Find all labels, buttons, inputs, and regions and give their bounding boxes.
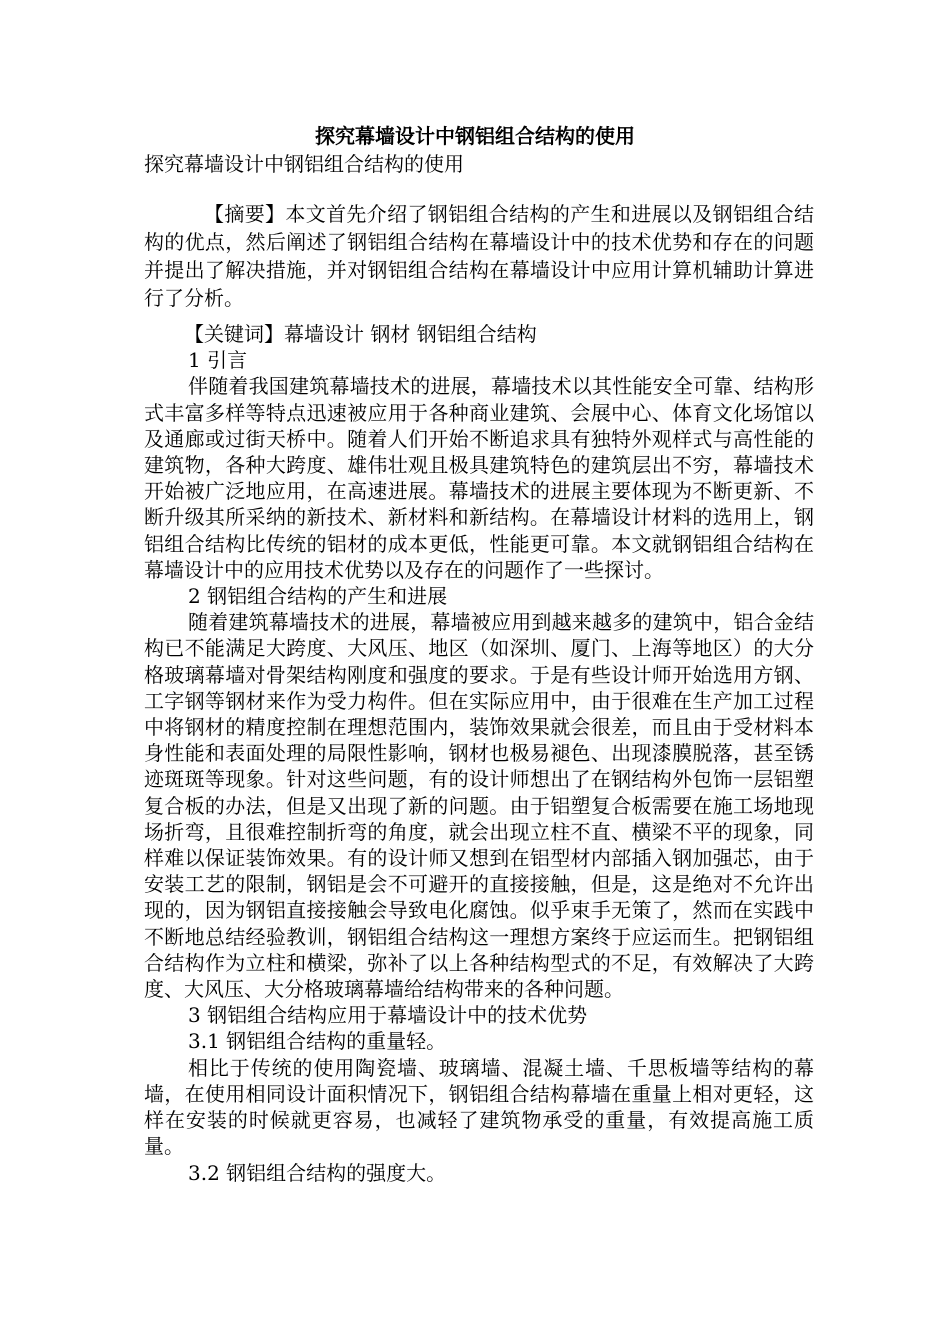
document-body	[144, 321, 814, 1186]
section-3-1-paragraph: 相比于传统的使用陶瓷墙、玻璃墙、混凝土墙、千思板墙等结构的幕墙，在使用相同设计面积情况下，钢铝组合结构幕墙在重量上相对更轻，这样在安装的时候就更容易，也减轻了建筑物承受的重量，有效提高施工质量。	[144, 1055, 814, 1159]
section-1-paragraph: 伴随着我国建筑幕墙技术的进展，幕墙技术以其性能安全可靠、结构形式丰富多样等特点迅速被应用于各种商业建筑、会展中心、体育文化场馆以及通廊或过街天桥中。随着人们开始不断追求具有独特外观样式与高性能的建筑物，各种大跨度、雄伟壮观且极具建筑特色的建筑层出不穷，幕墙技术开始被广泛地应用，在高速进展。幕墙技术的进展主要体现为不断更新、不断升级其所采纳的新技术、新材料和新结构。在幕墙设计材料的选用上，钢铝组合结构比传统的铝材的成本更低，性能更可靠。本文就钢铝组合结构在幕墙设计中的应用技术优势以及存在的问题作了一些探讨。	[144, 374, 814, 582]
section-3-2-heading: 3.2 钢铝组合结构的强度大。	[188, 1160, 447, 1185]
document-title: 探究幕墙设计中钢铝组合结构的使用	[315, 124, 635, 148]
section-1-heading: 1 引言	[188, 348, 248, 373]
section-3-heading: 3 钢铝组合结构应用于幕墙设计中的技术优势	[188, 1003, 588, 1028]
abstract-paragraph: 【摘要】本文首先介绍了钢铝组合结构的产生和进展以及钢铝组合结构的优点，然后阐述了钢铝组合结构在幕墙设计中的技术优势和存在的问题并提出了解决措施，并对钢铝组合结构在幕墙设计中应用计算机辅助计算进行了分析。	[144, 202, 814, 310]
keywords-line: 【关键词】幕墙设计 钢材 钢铝组合结构	[184, 322, 537, 346]
section-2-heading: 2 钢铝组合结构的产生和进展	[188, 584, 448, 609]
document-subtitle: 探究幕墙设计中钢铝组合结构的使用	[144, 152, 464, 176]
section-2-paragraph: 随着建筑幕墙技术的进展，幕墙被应用到越来越多的建筑中，铝合金结构已不能满足大跨度、大风压、地区（如深圳、厦门、上海等地区）的大分格玻璃幕墙对骨架结构刚度和强度的要求。于是有些设计师开始选用方钢、工字钢等钢材来作为受力构件。但在实际应用中，由于很难在生产加工过程中将钢材的精度控制在理想范围内，装饰效果就会很差，而且由于受材料本身性能和表面处理的局限性影响，钢材也极易褪色、出现漆膜脱落，甚至锈迹斑斑等现象。针对这些问题，有的设计师想出了在钢结构外包饰一层铝塑复合板的办法，但是又出现了新的问题。由于铝塑复合板需要在施工场地现场折弯，且很难控制折弯的角度，就会出现立柱不直、横梁不平的现象，同样难以保证装饰效果。有的设计师又想到在铝型材内部插入钢加强芯，由于安装工艺的限制，钢铝是会不可避开的直接接触，但是，这是绝对不允许出现的，因为钢铝直接接触会导致电化腐蚀。似乎束手无策了，然而在实践中不断地总结经验教训，钢铝组合结构这一理想方案终于应运而生。把钢铝组合结构作为立柱和横梁，弥补了以上各种结构型式的不足，有效解决了大跨度、大风压、大分格玻璃幕墙给结构带来的各种问题。	[144, 610, 814, 1002]
section-3-1-heading: 3.1 钢铝组合结构的重量轻。	[188, 1029, 447, 1054]
